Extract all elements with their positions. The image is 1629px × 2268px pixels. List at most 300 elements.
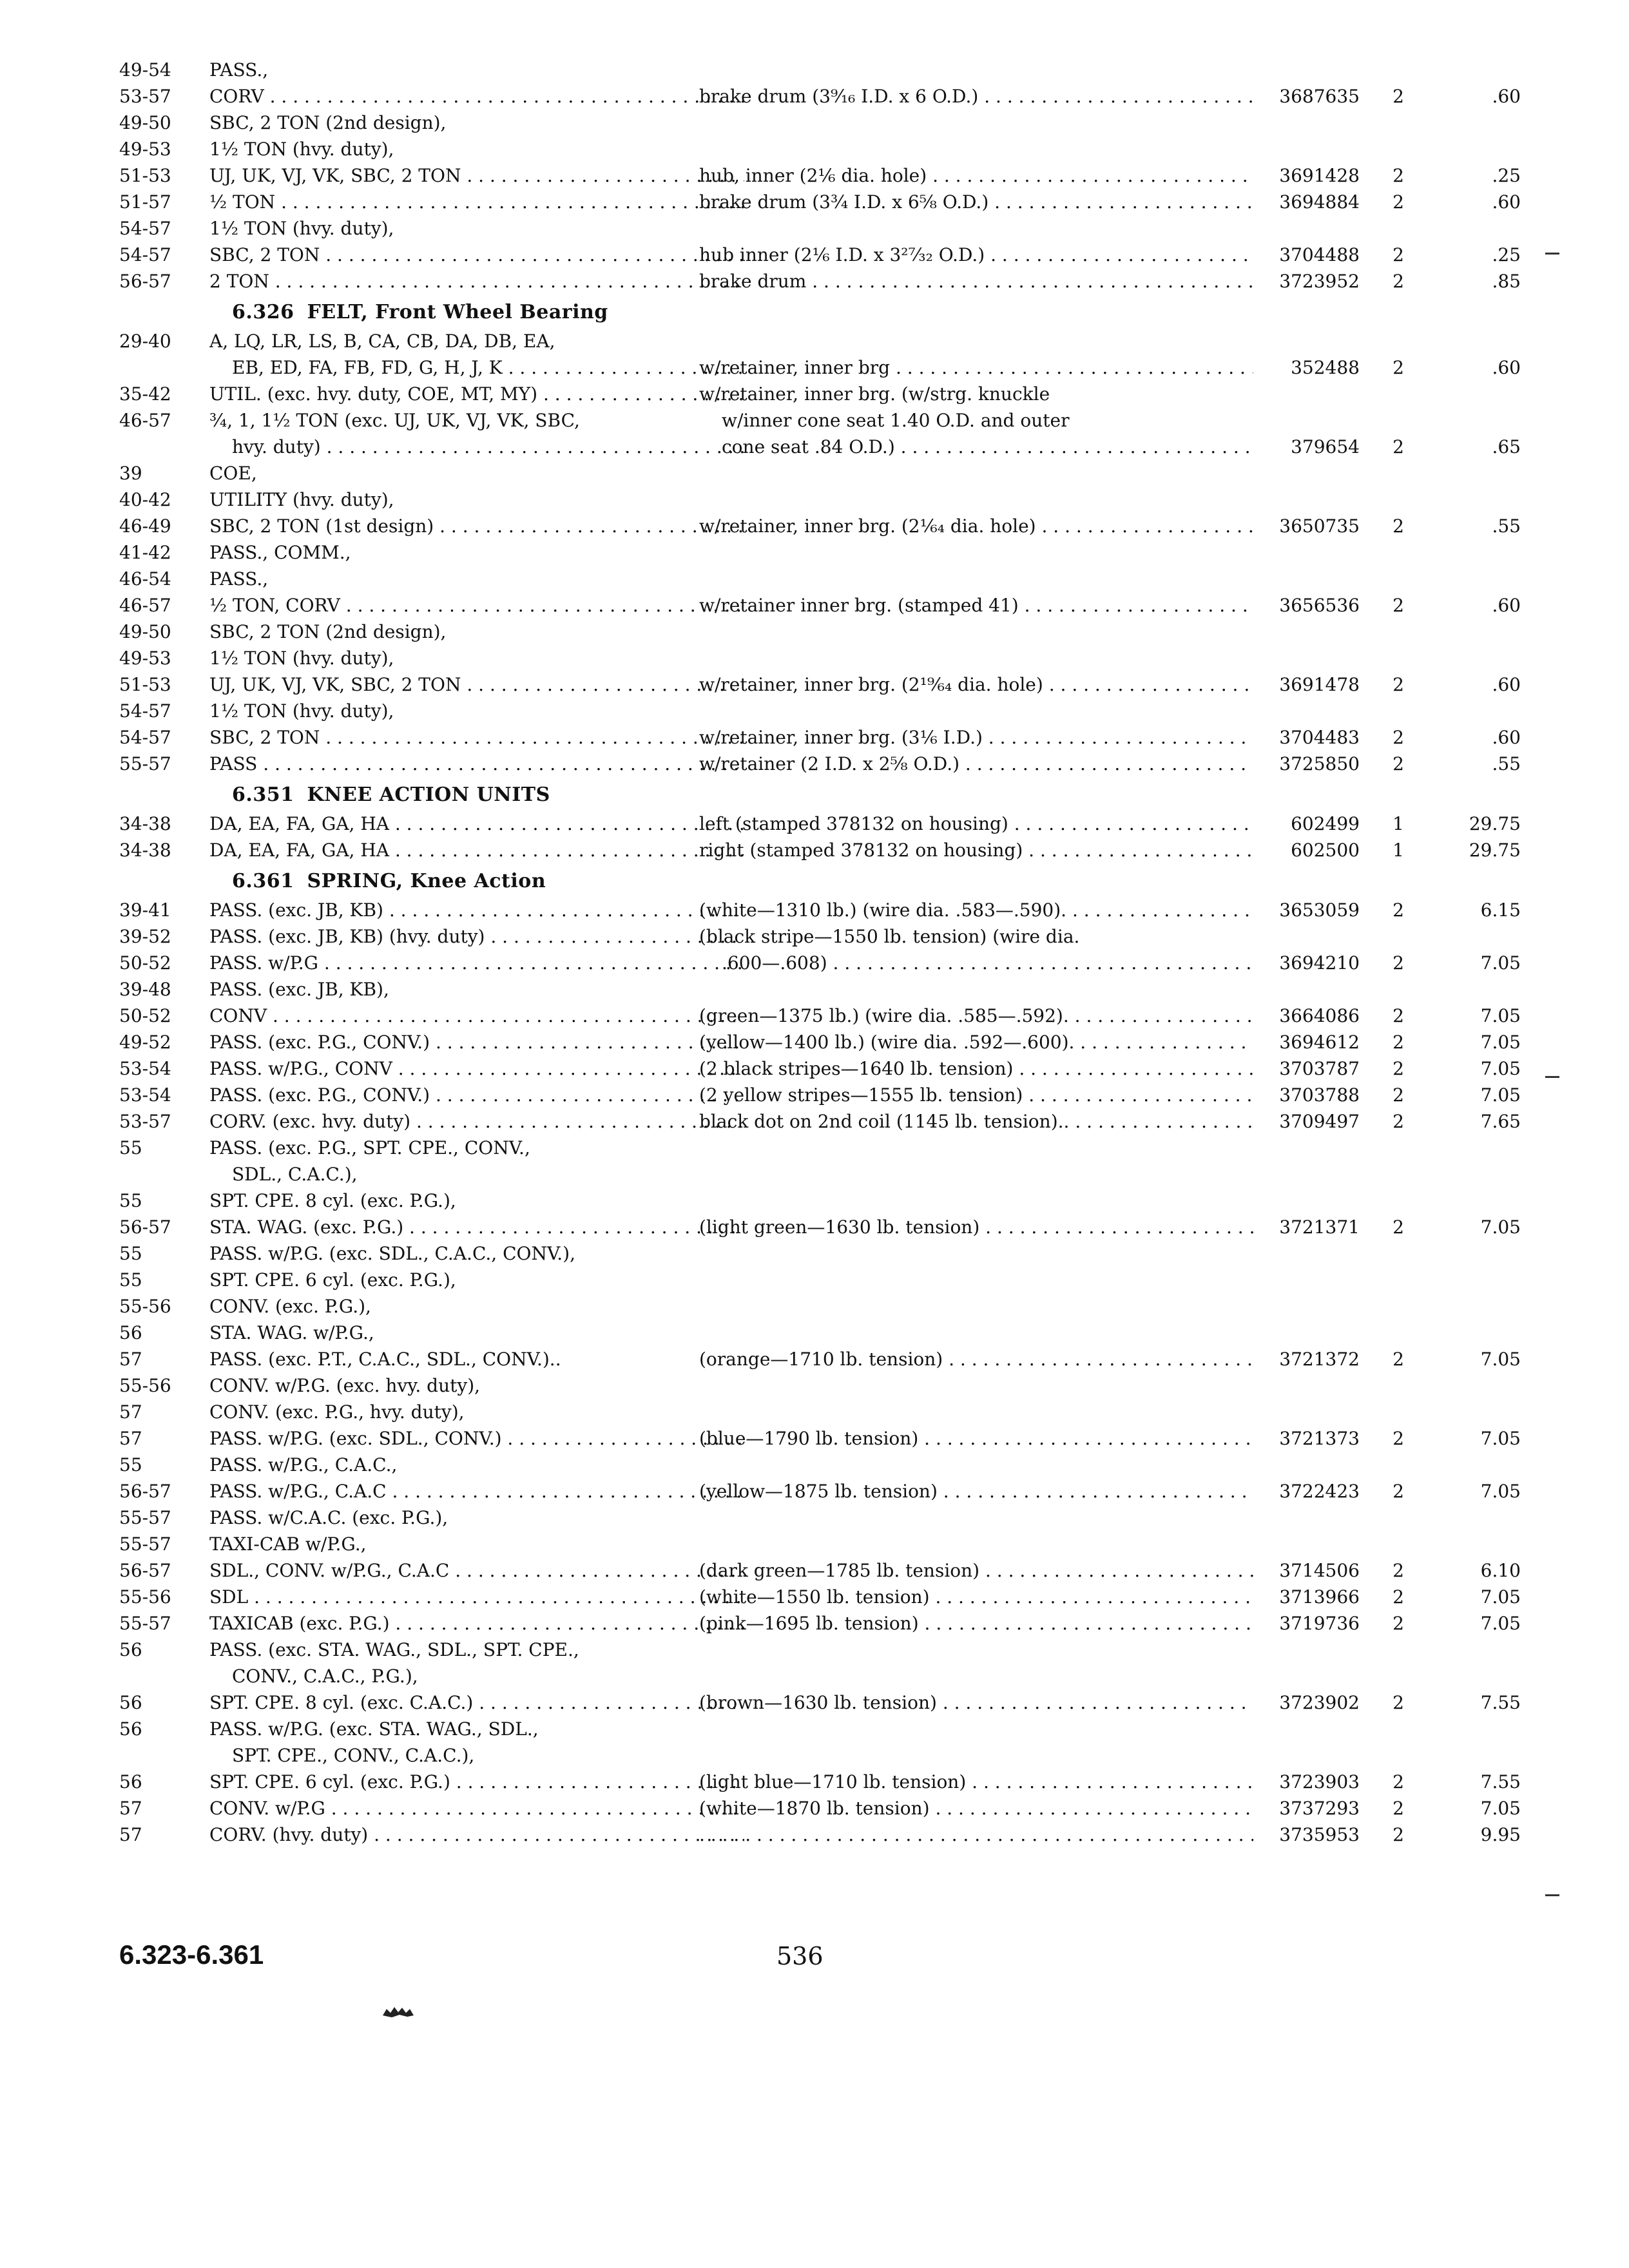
model-application: PASS., COMM., (209, 542, 351, 563)
part-description: right (stamped 378132 on housing) . . . (699, 837, 1253, 863)
model-application: SDL., CONV. w/P.G., C.A.C . . . (209, 1557, 744, 1584)
part-number: 3694884 (1279, 191, 1360, 213)
quantity: 2 (1393, 753, 1404, 774)
year-range: 53-54 (119, 1084, 171, 1106)
part-number: 3703787 (1279, 1058, 1360, 1079)
year-range: 57 (119, 1428, 142, 1449)
year-range: 53-54 (119, 1058, 171, 1079)
parts-row (119, 751, 1521, 777)
quantity: 2 (1393, 1349, 1404, 1370)
ink-blot (380, 2005, 416, 2019)
part-number: 3722423 (1279, 1481, 1360, 1502)
year-range: 54-57 (119, 244, 171, 265)
part-description: (white—1870 lb. tension) . . . (699, 1795, 1253, 1821)
year-range: 46-57 (119, 595, 171, 616)
year-range: 41-42 (119, 542, 171, 563)
parts-row (119, 1135, 1421, 1161)
quantity: 2 (1393, 899, 1404, 921)
year-range: 49-53 (119, 648, 171, 669)
part-number: 3691478 (1279, 674, 1360, 695)
part-description: w/retainer inner brg. (stamped 41) . . . (699, 592, 1253, 619)
model-application: PASS. (exc. P.G., SPT. CPE., CONV., (209, 1137, 530, 1158)
list-price: 7.55 (1480, 1692, 1521, 1713)
year-range: 34-38 (119, 840, 171, 861)
list-price: 7.05 (1480, 1216, 1521, 1238)
parts-row (119, 1531, 1421, 1557)
model-application: SDL . . . (209, 1584, 744, 1610)
year-range: 55 (119, 1454, 142, 1475)
model-application: 1½ TON (hvy. duty), (209, 218, 394, 239)
part-description: w/retainer, inner brg. (2¹⁄₆₄ dia. hole) . . . (699, 513, 1253, 539)
list-price: 7.05 (1480, 1481, 1521, 1502)
list-price: 7.05 (1480, 1586, 1521, 1608)
model-application: UTILITY (hvy. duty), (209, 489, 394, 510)
part-number: 3704488 (1279, 244, 1360, 265)
year-range: 56-57 (119, 1560, 171, 1581)
part-description: brake drum (3⁹⁄₁₆ I.D. x 6 O.D.) . . . (699, 83, 1253, 110)
parts-row (119, 381, 1421, 407)
model-application: SPT. CPE. 8 cyl. (exc. C.A.C.) . . . (209, 1689, 744, 1716)
model-application: UTIL. (exc. hvy. duty, COE, MT, MY) . . . (209, 381, 744, 407)
list-price: 7.05 (1480, 1428, 1521, 1449)
part-description: w/retainer, inner brg. (2¹⁹⁄₆₄ dia. hole) . . . (699, 671, 1253, 698)
model-application: SPT. CPE., CONV., C.A.C.), (232, 1745, 475, 1766)
parts-row (119, 1214, 1521, 1240)
model-application: CONV. (exc. P.G.), (209, 1296, 371, 1317)
model-application: SBC, 2 TON . . . (209, 242, 744, 268)
list-price: .60 (1492, 357, 1521, 378)
model-application: 1½ TON (hvy. duty), (209, 700, 394, 722)
list-price: 7.65 (1480, 1111, 1521, 1132)
list-price: 7.05 (1480, 1058, 1521, 1079)
section-heading (119, 294, 1421, 328)
year-range: 55 (119, 1269, 142, 1291)
part-number: 3735953 (1279, 1824, 1360, 1845)
list-price: 7.05 (1480, 1084, 1521, 1106)
parts-row (119, 1689, 1521, 1716)
parts-row (119, 407, 1421, 434)
year-range: 39-41 (119, 899, 171, 921)
quantity: 2 (1393, 1692, 1404, 1713)
model-application: CONV. (exc. P.G., hvy. duty), (209, 1401, 465, 1423)
part-number: 3721371 (1279, 1216, 1360, 1238)
year-range: 49-50 (119, 621, 171, 642)
parts-row (119, 215, 1421, 242)
parts-list (119, 57, 1521, 1848)
year-range: 49-52 (119, 1032, 171, 1053)
margin-mark (1545, 253, 1559, 255)
parts-row (119, 136, 1421, 162)
part-number: 3653059 (1279, 899, 1360, 921)
part-number: 602500 (1291, 840, 1360, 861)
year-range: 50-52 (119, 1005, 171, 1026)
quantity: 2 (1393, 86, 1404, 107)
list-price: .65 (1492, 436, 1521, 457)
parts-row (119, 1029, 1521, 1055)
model-application: STA. WAG. w/P.G., (209, 1322, 374, 1343)
part-description: (brown—1630 lb. tension) . . . (699, 1689, 1253, 1716)
parts-row (119, 1372, 1421, 1399)
year-range: 54-57 (119, 727, 171, 748)
year-range: 55-57 (119, 1533, 171, 1555)
part-description: (light blue—1710 lb. tension) . . . (699, 1769, 1253, 1795)
year-range: 56 (119, 1692, 142, 1713)
part-description: w/retainer, inner brg. (w/strg. knuckle (699, 383, 1050, 405)
parts-row (119, 1795, 1521, 1821)
year-range: 49-50 (119, 112, 171, 133)
list-price: .60 (1492, 727, 1521, 748)
page-footer (119, 1939, 1472, 1978)
model-application: PASS. (exc. P.G., CONV.) . . . (209, 1082, 744, 1108)
quantity: 2 (1393, 1084, 1404, 1106)
year-range: 55-57 (119, 1613, 171, 1634)
list-price: 7.05 (1480, 1349, 1521, 1370)
list-price: 7.05 (1480, 1005, 1521, 1026)
year-range: 49-54 (119, 59, 171, 81)
model-application: COE, (209, 463, 257, 484)
year-range: 29-40 (119, 331, 171, 352)
part-description: (pink—1695 lb. tension) . . . (699, 1610, 1253, 1637)
parts-row (119, 460, 1421, 486)
list-price: .55 (1492, 753, 1521, 774)
model-application: CORV. (exc. hvy. duty) . . . (209, 1108, 744, 1135)
model-application: ¾, 1, 1½ TON (exc. UJ, UK, VJ, VK, SBC, (209, 410, 580, 431)
part-description: cone seat .84 O.D.) . . . (722, 434, 1253, 460)
year-range: 54-57 (119, 218, 171, 239)
quantity: 2 (1393, 165, 1404, 186)
quantity: 2 (1393, 1798, 1404, 1819)
quantity: 2 (1393, 271, 1404, 292)
model-application: SBC, 2 TON (2nd design), (209, 112, 447, 133)
model-application: UJ, UK, VJ, VK, SBC, 2 TON . . . (209, 162, 744, 189)
year-range: 55-57 (119, 753, 171, 774)
list-price: 7.55 (1480, 1771, 1521, 1792)
list-price: 6.15 (1480, 899, 1521, 921)
margin-mark (1545, 1076, 1559, 1078)
model-application: 1½ TON (hvy. duty), (209, 139, 394, 160)
model-application: SPT. CPE. 6 cyl. (exc. P.G.) . . . (209, 1769, 744, 1795)
model-application: PASS. w/P.G., C.A.C . . . (209, 1478, 744, 1504)
parts-row (119, 619, 1421, 645)
parts-row (119, 1425, 1521, 1452)
list-price: 7.05 (1480, 1613, 1521, 1634)
parts-row (119, 1452, 1421, 1478)
model-application: SPT. CPE. 6 cyl. (exc. P.G.), (209, 1269, 456, 1291)
model-application: EB, ED, FA, FB, FD, G, H, J, K . . . (232, 354, 744, 381)
section-number: 6.351 (232, 783, 294, 806)
model-application: PASS. (exc. JB, KB) (hvy. duty) . . . (209, 923, 744, 950)
parts-row (119, 539, 1421, 566)
part-number: 3694612 (1279, 1032, 1360, 1053)
parts-row (119, 1399, 1421, 1425)
year-range: 34-38 (119, 813, 171, 834)
model-application: SPT. CPE. 8 cyl. (exc. P.G.), (209, 1190, 456, 1211)
quantity: 2 (1393, 244, 1404, 265)
year-range: 57 (119, 1401, 142, 1423)
quantity: 1 (1393, 813, 1404, 834)
section-range: 6.323-6.361 (119, 1939, 264, 1970)
quantity: 2 (1393, 357, 1404, 378)
part-description: (blue—1790 lb. tension) . . . (699, 1425, 1253, 1452)
model-application: 2 TON . . . (209, 268, 744, 294)
year-range: 35-42 (119, 383, 171, 405)
part-number: 3656536 (1279, 595, 1360, 616)
part-description: w/inner cone seat 1.40 O.D. and outer (722, 410, 1070, 431)
part-description: (dark green—1785 lb. tension) . . . (699, 1557, 1253, 1584)
quantity: 2 (1393, 1058, 1404, 1079)
model-application: SBC, 2 TON (2nd design), (209, 621, 447, 642)
part-description: (2 yellow stripes—1555 lb. tension) . . . (699, 1082, 1253, 1108)
list-price: .60 (1492, 191, 1521, 213)
year-range: 54-57 (119, 700, 171, 722)
model-application: PASS. w/P.G. (exc. STA. WAG., SDL., (209, 1718, 539, 1740)
year-range: 57 (119, 1798, 142, 1819)
parts-row (119, 1584, 1521, 1610)
quantity: 2 (1393, 515, 1404, 537)
part-description: hub, inner (2⅙ dia. hole) . . . (699, 162, 1253, 189)
page-number: 536 (776, 1942, 824, 1970)
year-range: 57 (119, 1824, 142, 1845)
parts-row (119, 1055, 1521, 1082)
list-price: .60 (1492, 86, 1521, 107)
parts-row (119, 1240, 1421, 1267)
model-application: SBC, 2 TON . . . (209, 724, 744, 751)
parts-row (119, 354, 1521, 381)
parts-row (119, 189, 1521, 215)
parts-row (119, 1267, 1421, 1293)
list-price: 9.95 (1480, 1824, 1521, 1845)
year-range: 51-53 (119, 674, 171, 695)
parts-row (119, 1293, 1421, 1320)
section-title: SPRING, Knee Action (307, 870, 546, 892)
parts-row (119, 976, 1421, 1003)
parts-row (119, 57, 1421, 83)
part-number: 3723902 (1279, 1692, 1360, 1713)
part-description: (white—1550 lb. tension) . . . (699, 1584, 1253, 1610)
list-price: 7.05 (1480, 1032, 1521, 1053)
parts-row (119, 110, 1421, 136)
section-heading (119, 863, 1421, 897)
year-range: 55-56 (119, 1586, 171, 1608)
part-description: black dot on 2nd coil (1145 lb. tension).. . . . (699, 1108, 1253, 1135)
parts-row (119, 328, 1421, 354)
model-application: PASS. (exc. JB, KB), (209, 979, 389, 1000)
year-range: 56 (119, 1322, 142, 1343)
model-application: PASS. (exc. P.T., C.A.C., SDL., CONV.).. (209, 1349, 561, 1370)
year-range: 51-53 (119, 165, 171, 186)
model-application: TAXI-CAB w/P.G., (209, 1533, 367, 1555)
parts-row (119, 1716, 1421, 1742)
parts-row (119, 698, 1421, 724)
year-range: 56-57 (119, 271, 171, 292)
model-application: PASS. (exc. STA. WAG., SDL., SPT. CPE., (209, 1639, 579, 1660)
parts-row (119, 1610, 1521, 1637)
parts-row (119, 1108, 1521, 1135)
year-range: 46-57 (119, 410, 171, 431)
parts-row (119, 1504, 1421, 1531)
part-description: left (stamped 378132 on housing) . . . (699, 811, 1253, 837)
model-application: PASS. (exc. P.G., CONV.) . . . (209, 1029, 744, 1055)
section-number: 6.361 (232, 870, 294, 892)
quantity: 2 (1393, 436, 1404, 457)
part-number: 3721373 (1279, 1428, 1360, 1449)
parts-row (119, 1742, 1421, 1769)
model-application: A, LQ, LR, LS, B, CA, CB, DA, DB, EA, (209, 331, 555, 352)
part-number: 3721372 (1279, 1349, 1360, 1370)
year-range: 56 (119, 1771, 142, 1792)
part-number: 3719736 (1279, 1613, 1360, 1634)
parts-row (119, 1187, 1421, 1214)
list-price: .25 (1492, 165, 1521, 186)
part-description: (2 black stripes—1640 lb. tension) . . . (699, 1055, 1253, 1082)
model-application: PASS. w/P.G . . . (209, 950, 744, 976)
year-range: 50-52 (119, 952, 171, 974)
part-description: (yellow—1875 lb. tension) . . . (699, 1478, 1253, 1504)
model-application: hvy. duty) . . . (232, 434, 744, 460)
parts-row (119, 1637, 1421, 1663)
model-application: DA, EA, FA, GA, HA . . . (209, 811, 744, 837)
list-price: .85 (1492, 271, 1521, 292)
part-description: (green—1375 lb.) (wire dia. .585—.592). . . . (699, 1003, 1253, 1029)
parts-row (119, 811, 1521, 837)
part-description: (yellow—1400 lb.) (wire dia. .592—.600). . . . (699, 1029, 1253, 1055)
model-application: CONV., C.A.C., P.G.), (232, 1666, 418, 1687)
part-number: 3725850 (1279, 753, 1360, 774)
part-description: brake drum (3¾ I.D. x 6⅝ O.D.) . . . (699, 189, 1253, 215)
year-range: 39 (119, 463, 142, 484)
parts-row (119, 645, 1421, 671)
section-title: FELT, Front Wheel Bearing (307, 301, 608, 323)
model-application: UJ, UK, VJ, VK, SBC, 2 TON . . . (209, 671, 744, 698)
quantity: 2 (1393, 595, 1404, 616)
model-application: PASS . . . (209, 751, 744, 777)
part-description: brake drum . . . (699, 268, 1253, 294)
part-description (699, 1821, 1253, 1848)
parts-row (119, 566, 1421, 592)
part-description: (white—1310 lb.) (wire dia. .583—.590). . . . (699, 897, 1253, 923)
section-title: KNEE ACTION UNITS (307, 783, 550, 806)
model-application: PASS. w/C.A.C. (exc. P.G.), (209, 1507, 448, 1528)
model-application: ½ TON . . . (209, 189, 744, 215)
list-price: .25 (1492, 244, 1521, 265)
quantity: 2 (1393, 1216, 1404, 1238)
parts-row (119, 162, 1521, 189)
year-range: 55 (119, 1190, 142, 1211)
model-application: CORV . . . (209, 83, 744, 110)
quantity: 2 (1393, 1824, 1404, 1845)
year-range: 51-57 (119, 191, 171, 213)
year-range: 55-56 (119, 1375, 171, 1396)
part-description: (black stripe—1550 lb. tension) (wire dia. (699, 926, 1080, 947)
part-number: 3723952 (1279, 271, 1360, 292)
year-range: 53-57 (119, 1111, 171, 1132)
part-description: w/retainer (2 I.D. x 2⅝ O.D.) . . . (699, 751, 1253, 777)
quantity: 2 (1393, 1613, 1404, 1634)
part-number: 3650735 (1279, 515, 1360, 537)
quantity: 2 (1393, 191, 1404, 213)
parts-row (119, 1346, 1521, 1372)
year-range: 57 (119, 1349, 142, 1370)
part-number: 3691428 (1279, 165, 1360, 186)
section-heading (119, 777, 1421, 811)
parts-row (119, 1663, 1421, 1689)
quantity: 1 (1393, 840, 1404, 861)
parts-row (119, 592, 1521, 619)
parts-row (119, 1320, 1421, 1346)
parts-row (119, 1003, 1521, 1029)
part-number: 3709497 (1279, 1111, 1360, 1132)
year-range: 40-42 (119, 489, 171, 510)
parts-row (119, 1082, 1521, 1108)
year-range: 56-57 (119, 1481, 171, 1502)
parts-row (119, 1478, 1521, 1504)
part-number: 602499 (1291, 813, 1360, 834)
year-range: 55-57 (119, 1507, 171, 1528)
quantity: 2 (1393, 1481, 1404, 1502)
parts-row (119, 671, 1521, 698)
model-application: 1½ TON (hvy. duty), (209, 648, 394, 669)
part-description: w/retainer, inner brg . . . (699, 354, 1253, 381)
list-price: 7.05 (1480, 952, 1521, 974)
parts-row (119, 724, 1521, 751)
part-number: 3687635 (1279, 86, 1360, 107)
year-range: 46-49 (119, 515, 171, 537)
year-range: 55 (119, 1137, 142, 1158)
part-number: 3714506 (1279, 1560, 1360, 1581)
section-number: 6.326 (232, 301, 294, 323)
model-application: CORV. (hvy. duty) . . . (209, 1821, 744, 1848)
part-number: 3664086 (1279, 1005, 1360, 1026)
parts-row (119, 950, 1521, 976)
quantity: 2 (1393, 1111, 1404, 1132)
part-number: 352488 (1291, 357, 1360, 378)
model-application: TAXICAB (exc. P.G.) . . . (209, 1610, 744, 1637)
year-range: 55 (119, 1243, 142, 1264)
list-price: 6.10 (1480, 1560, 1521, 1581)
parts-row (119, 1769, 1521, 1795)
part-number: 379654 (1291, 436, 1360, 457)
model-application: CONV. w/P.G. (exc. hvy. duty), (209, 1375, 481, 1396)
list-price: .55 (1492, 515, 1521, 537)
part-number: 3704483 (1279, 727, 1360, 748)
parts-row (119, 1557, 1521, 1584)
list-price: 29.75 (1469, 840, 1521, 861)
quantity: 2 (1393, 1032, 1404, 1053)
quantity: 2 (1393, 727, 1404, 748)
part-description: w/retainer, inner brg. (3⅙ I.D.) . . . (699, 724, 1253, 751)
year-range: 46-54 (119, 568, 171, 590)
parts-row (119, 837, 1521, 863)
quantity: 2 (1393, 1586, 1404, 1608)
list-price: .60 (1492, 674, 1521, 695)
parts-row (119, 242, 1521, 268)
model-application: ½ TON, CORV . . . (209, 592, 744, 619)
model-application: CONV. w/P.G . . . (209, 1795, 744, 1821)
model-application: PASS. w/P.G., CONV . . . (209, 1055, 744, 1082)
model-application: PASS. w/P.G. (exc. SDL., C.A.C., CONV.), (209, 1243, 575, 1264)
part-number: 3703788 (1279, 1084, 1360, 1106)
list-price: .60 (1492, 595, 1521, 616)
part-number: 3737293 (1279, 1798, 1360, 1819)
parts-row (119, 268, 1521, 294)
model-application: DA, EA, FA, GA, HA . . . (209, 837, 744, 863)
part-description: (light green—1630 lb. tension) . . . (699, 1214, 1253, 1240)
year-range: 49-53 (119, 139, 171, 160)
model-application: PASS. w/P.G., C.A.C., (209, 1454, 398, 1475)
quantity: 2 (1393, 1428, 1404, 1449)
parts-row (119, 486, 1421, 513)
model-application: PASS., (209, 59, 269, 81)
